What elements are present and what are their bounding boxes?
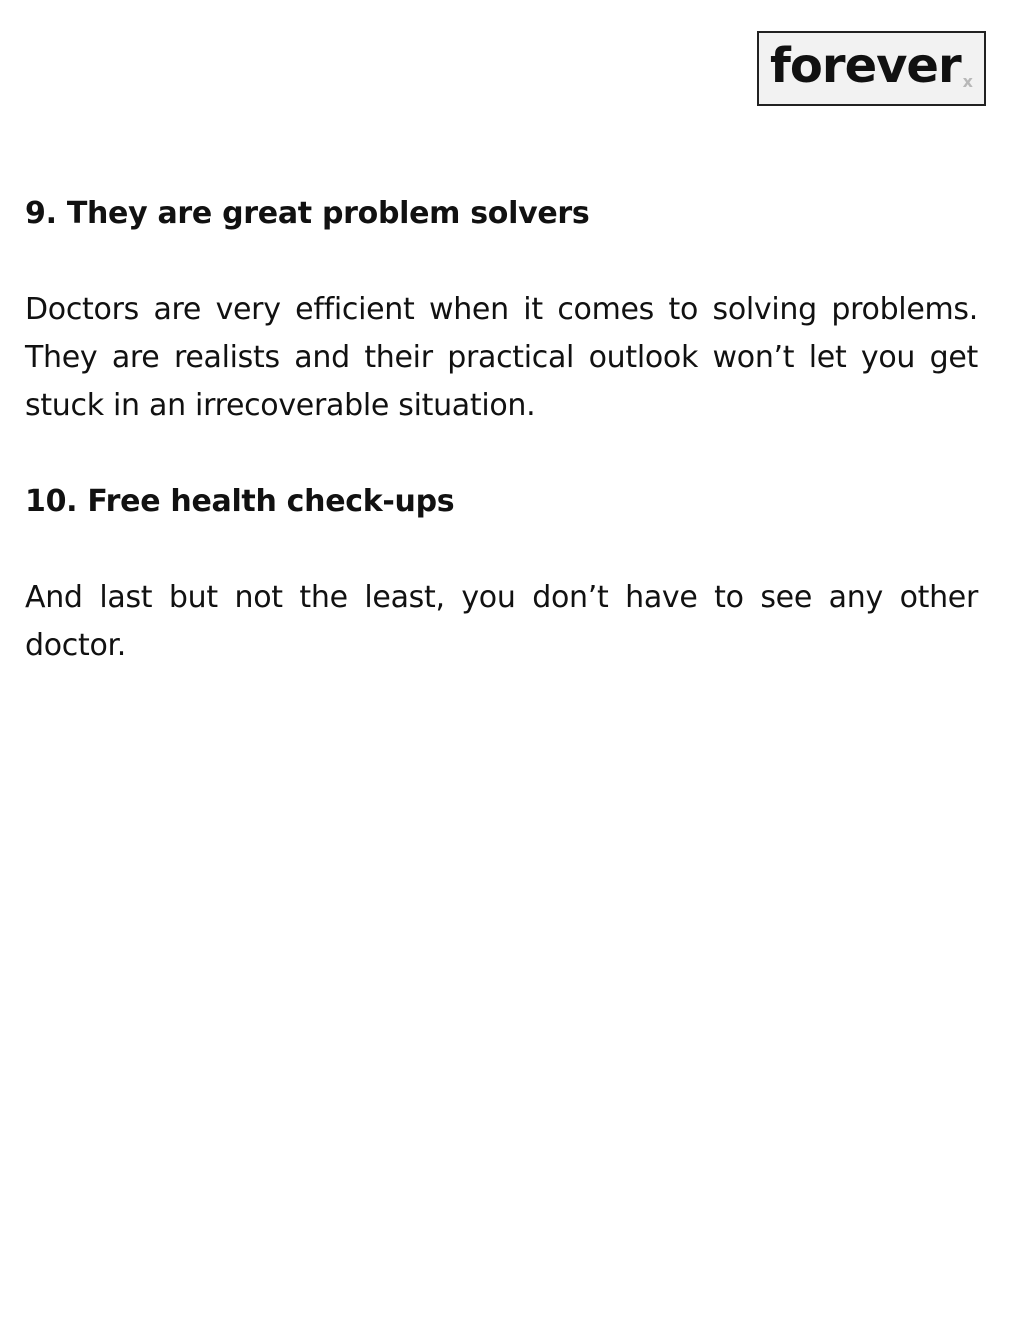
logo-wordmark: forever [770, 38, 961, 94]
section-body-health-checkups: And last but not the least, you don’t have to see any other doctor. [25, 580, 978, 663]
forever-logo [757, 31, 986, 106]
logo-x-mark: x [962, 72, 973, 91]
section-heading-problem-solvers: 9. They are great problem solvers [25, 196, 590, 231]
section-heading-health-checkups: 10. Free health check-ups [25, 484, 455, 519]
section-body-problem-solvers: Doctors are very efficient when it comes to solving problems. They are realists and their practical outlook won’t let you get stuck in an irrecoverable situation. [25, 292, 978, 423]
document-content [25, 190, 978, 718]
